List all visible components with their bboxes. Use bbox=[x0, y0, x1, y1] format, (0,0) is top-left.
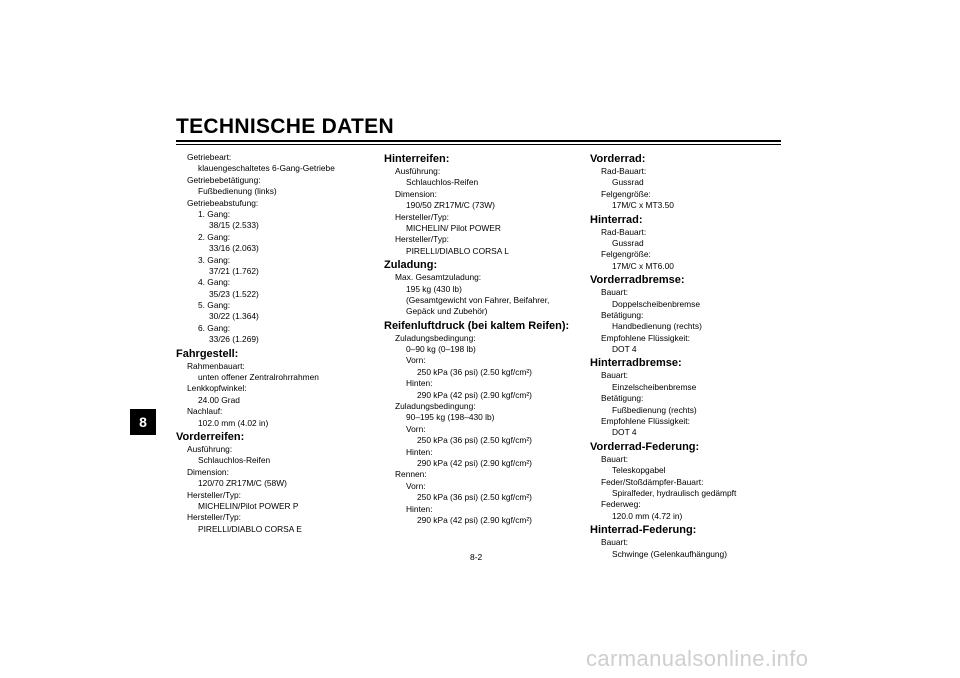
section-heading: Vorderradbremse: bbox=[590, 274, 685, 287]
spec-label: Bauart: bbox=[601, 453, 629, 464]
spec-label: Bauart: bbox=[601, 537, 629, 548]
spec-value: MICHELIN/ Pilot POWER bbox=[406, 222, 501, 233]
header-rule bbox=[176, 140, 781, 142]
spec-value: 90–195 kg (198–430 lb) bbox=[406, 412, 495, 423]
spec-value: 0–90 kg (0–198 lb) bbox=[406, 344, 476, 355]
spec-value: 17M/C x MT3.50 bbox=[612, 200, 674, 211]
spec-value: 6. Gang: bbox=[198, 322, 231, 333]
spec-value: Hinten: bbox=[406, 378, 433, 389]
spec-value: Teleskopgabel bbox=[612, 465, 666, 476]
section-heading: Reifenluftdruck (bei kaltem Reifen): bbox=[384, 319, 570, 332]
spec-label: Nachlauf: bbox=[187, 406, 223, 417]
spec-value: Hinten: bbox=[406, 446, 433, 457]
spec-label: Rad-Bauart: bbox=[601, 166, 647, 176]
spec-label: Betätigung: bbox=[601, 393, 644, 404]
spec-value: 35/23 (1.522) bbox=[209, 288, 259, 299]
spec-value: 120.0 mm (4.72 in) bbox=[612, 510, 683, 521]
spec-label: Empfohlene Flüssigkeit: bbox=[601, 416, 690, 427]
spec-value: 2. Gang: bbox=[198, 231, 231, 242]
spec-value: Gepäck und Zubehör) bbox=[406, 306, 488, 317]
spec-value: Spiralfeder, hydraulisch gedämpft bbox=[612, 487, 737, 498]
spec-value: klauengeschaltetes 6-Gang-Getriebe bbox=[198, 163, 335, 174]
spec-label: Hersteller/Typ: bbox=[187, 512, 241, 523]
spec-value: 3. Gang: bbox=[198, 254, 231, 265]
spec-value: 250 kPa (36 psi) (2.50 kgf/cm²) bbox=[417, 492, 532, 503]
spec-value: 38/15 (2.533) bbox=[209, 220, 259, 231]
spec-label: Betätigung: bbox=[601, 309, 644, 320]
spec-label: Zuladungsbedingung: bbox=[395, 332, 476, 343]
spec-value: DOT 4 bbox=[612, 427, 637, 438]
spec-value: DOT 4 bbox=[612, 344, 637, 355]
spec-value: 195 kg (430 lb) bbox=[406, 283, 462, 294]
spec-value: 120/70 ZR17M/C (58W) bbox=[198, 478, 287, 489]
spec-value: Doppelscheibenbremse bbox=[612, 298, 700, 309]
spec-column-2 bbox=[384, 151, 584, 526]
spec-value: Einzelscheibenbremse bbox=[612, 381, 697, 392]
spec-label: Hersteller/Typ: bbox=[187, 489, 241, 500]
spec-label: Rahmenbauart: bbox=[187, 360, 245, 371]
spec-value: Handbedienung (rechts) bbox=[612, 321, 702, 332]
spec-value: 190/50 ZR17M/C (73W) bbox=[406, 200, 495, 211]
spec-label: Max. Gesamtzuladung: bbox=[395, 272, 482, 283]
spec-value: Fußbedienung (rechts) bbox=[612, 404, 697, 415]
section-heading: Hinterrad-Federung: bbox=[590, 524, 697, 537]
spec-value: 1. Gang: bbox=[198, 208, 231, 219]
section-heading: Hinterradbremse: bbox=[590, 357, 682, 370]
spec-value: 33/16 (2.063) bbox=[209, 243, 259, 254]
spec-label: Getriebeabstufung: bbox=[187, 197, 259, 208]
page-title: TECHNISCHE DATEN bbox=[176, 115, 394, 138]
spec-value: 290 kPa (42 psi) (2.90 kgf/cm²) bbox=[417, 457, 532, 468]
spec-value: Schlauchlos-Reifen bbox=[406, 177, 479, 188]
spec-label: Felgengröße: bbox=[601, 188, 651, 199]
spec-value: 37/21 (1.762) bbox=[209, 265, 259, 276]
spec-label: Hersteller/Typ: bbox=[395, 234, 449, 245]
spec-label: Getriebebetätigung: bbox=[187, 174, 261, 185]
section-heading: Fahrgestell: bbox=[176, 347, 239, 360]
spec-value: PIRELLI/DIABLO CORSA L bbox=[406, 245, 509, 256]
section-heading: Vorderrad: bbox=[590, 153, 646, 165]
spec-value: 5. Gang: bbox=[198, 300, 231, 311]
spec-label: Getriebeart: bbox=[187, 152, 232, 162]
spec-value: Vorn: bbox=[406, 480, 426, 491]
spec-value: Fußbedienung (links) bbox=[198, 186, 277, 197]
spec-label: Bauart: bbox=[601, 287, 629, 298]
section-heading: Vorderreifen: bbox=[176, 430, 245, 443]
spec-value: (Gesamtgewicht von Fahrer, Beifahrer, bbox=[406, 294, 550, 305]
section-heading: Hinterrad: bbox=[590, 213, 643, 226]
spec-label: Dimension: bbox=[395, 188, 437, 199]
spec-label: Zuladungsbedingung: bbox=[395, 401, 476, 412]
spec-label: Feder/Stoßdämpfer-Bauart: bbox=[601, 476, 704, 487]
spec-label: Ausführung: bbox=[395, 166, 441, 176]
spec-value: 17M/C x MT6.00 bbox=[612, 260, 674, 271]
spec-value: 24.00 Grad bbox=[198, 394, 240, 405]
spec-value: 290 kPa (42 psi) (2.90 kgf/cm²) bbox=[417, 514, 532, 525]
spec-value: 250 kPa (36 psi) (2.50 kgf/cm²) bbox=[417, 366, 532, 377]
chapter-tab: 8 bbox=[130, 409, 156, 435]
spec-label: Rad-Bauart: bbox=[601, 226, 647, 237]
spec-value: Schlauchlos-Reifen bbox=[198, 455, 271, 466]
spec-column-3 bbox=[590, 151, 780, 560]
header-rule-thin bbox=[176, 144, 781, 145]
spec-value: unten offener Zentralrohrrahmen bbox=[198, 372, 319, 383]
spec-value: 290 kPa (42 psi) (2.90 kgf/cm²) bbox=[417, 389, 532, 400]
spec-label: Lenkkopfwinkel: bbox=[187, 383, 247, 394]
watermark: carmanualsonline.info bbox=[586, 646, 809, 671]
spec-label: Rennen: bbox=[395, 469, 427, 480]
spec-label: Dimension: bbox=[187, 466, 229, 477]
spec-value: 4. Gang: bbox=[198, 277, 231, 288]
page-number: 8-2 bbox=[470, 552, 483, 562]
spec-value: 102.0 mm (4.02 in) bbox=[198, 417, 269, 428]
spec-value: Hinten: bbox=[406, 503, 433, 514]
spec-label: Felgengröße: bbox=[601, 249, 651, 260]
section-heading: Vorderrad-Federung: bbox=[590, 440, 700, 453]
spec-label: Bauart: bbox=[601, 370, 629, 381]
spec-value: Gussrad bbox=[612, 237, 644, 248]
section-heading: Zuladung: bbox=[384, 259, 438, 272]
spec-label: Empfohlene Flüssigkeit: bbox=[601, 332, 690, 343]
spec-value: 250 kPa (36 psi) (2.50 kgf/cm²) bbox=[417, 435, 532, 446]
spec-label: Ausführung: bbox=[187, 443, 233, 454]
section-heading: Hinterreifen: bbox=[384, 153, 450, 165]
spec-value: 30/22 (1.364) bbox=[209, 311, 259, 322]
spec-value: 33/26 (1.269) bbox=[209, 334, 259, 345]
spec-value: Vorn: bbox=[406, 355, 426, 366]
spec-label: Hersteller/Typ: bbox=[395, 211, 449, 222]
spec-value: PIRELLI/DIABLO CORSA E bbox=[198, 523, 302, 534]
spec-value: Vorn: bbox=[406, 423, 426, 434]
spec-value: MICHELIN/Pilot POWER P bbox=[198, 500, 299, 511]
spec-label: Federweg: bbox=[601, 499, 641, 510]
spec-value: Schwinge (Gelenkaufhängung) bbox=[612, 548, 728, 559]
spec-column-1 bbox=[176, 152, 377, 535]
spec-value: Gussrad bbox=[612, 177, 644, 188]
